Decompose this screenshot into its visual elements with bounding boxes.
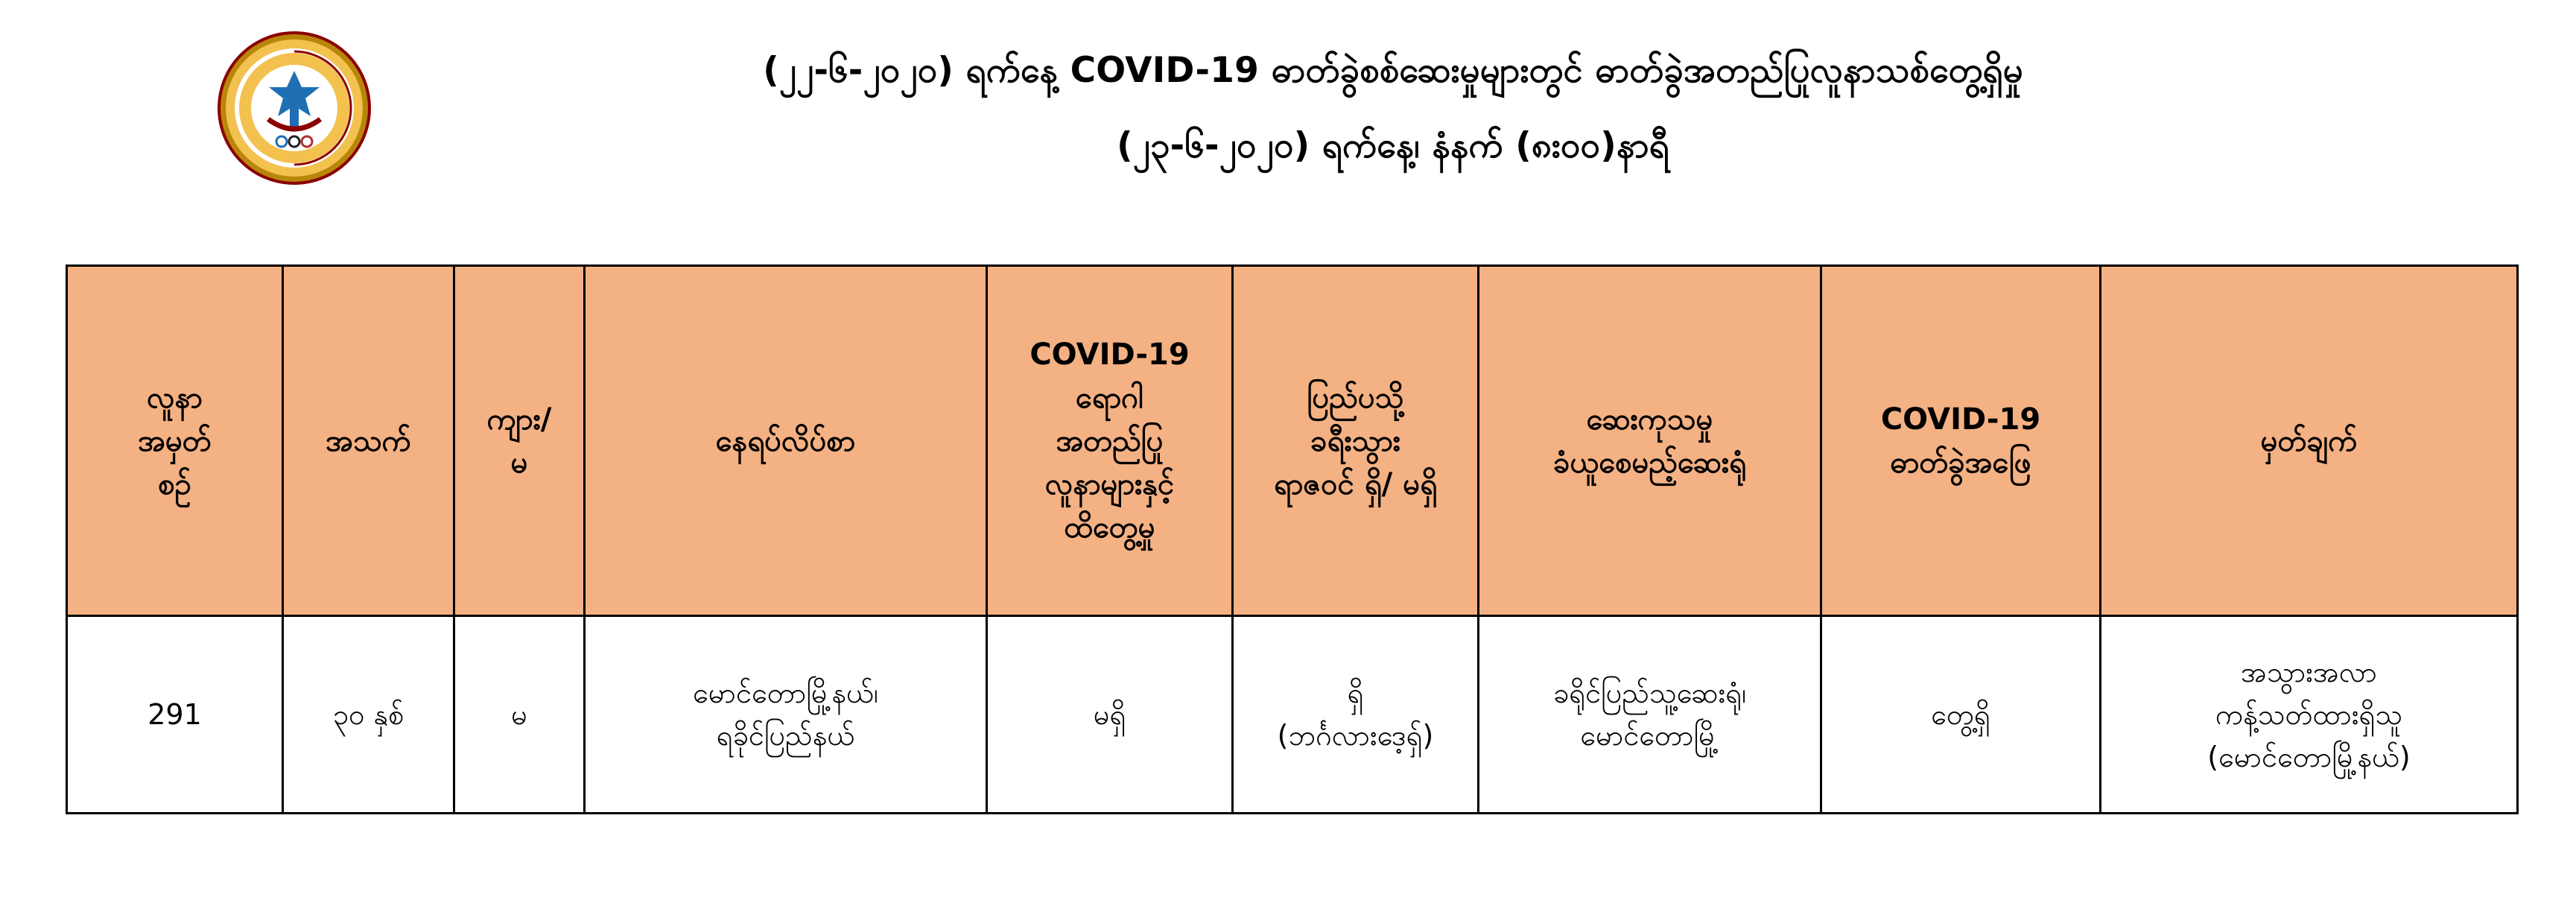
ministry-emblem-icon (216, 30, 372, 186)
cell-address (585, 616, 987, 814)
header-text: ပြည်ပသို့ (1307, 380, 1404, 415)
column-header-hospital (1479, 266, 1821, 616)
cell-text: (မောင်တောမြို့နယ်) (2207, 740, 2411, 773)
header-text: အတည်ပြု (1056, 423, 1164, 458)
header-text: ရောဂါ (1076, 380, 1143, 415)
header-text: လူနာများနှင့် (1044, 466, 1175, 501)
header-text: ရာဇဝင် ရှိ/ မရှိ (1273, 466, 1438, 501)
header-text: မှတ်ချက် (2260, 423, 2358, 458)
table-header-row (67, 266, 2518, 616)
header-text: COVID-19 (1880, 402, 2041, 437)
cell-patient-number: 291 (67, 616, 283, 814)
title-line-2: (၂၃-၆-၂၀၂၀) ရက်နေ့၊ နံနက် (၈း၀၀)နာရီ (1117, 124, 1669, 166)
cell-text: ရခိုင်ပြည်နယ် (716, 719, 855, 752)
header-text: ခရီးသွား (1310, 423, 1400, 458)
cell-text: အသွားအလာ (2240, 655, 2378, 688)
cell-contact-with-confirmed-cases (987, 616, 1233, 814)
column-header-age (283, 266, 454, 616)
patients-table (66, 264, 2519, 814)
column-header-address (585, 266, 987, 616)
column-header-gender (454, 266, 585, 616)
header-text: ကျား/ (486, 402, 552, 437)
cell-text: ကန့်သတ်ထားရှိသူ (2215, 697, 2403, 731)
header-text: ဓာတ်ခွဲအဖြေ (1890, 445, 2031, 480)
cell-age: ၃၀ နှစ် (283, 616, 454, 814)
cell-text: မရှိ (1093, 697, 1126, 731)
header-text: လူနာ (147, 380, 203, 415)
page-title (387, 45, 2399, 172)
cell-text: တွေ့ရှိ (1931, 697, 1990, 731)
header-text: စဉ် (158, 466, 191, 501)
column-header-contact-with-confirmed-cases (987, 266, 1233, 616)
header-text: အမှတ် (138, 423, 212, 458)
cell-text: (ဘင်္ဂလားဒေ့ရှ်) (1277, 719, 1434, 752)
header-text: နေရပ်လိပ်စာ (715, 423, 856, 458)
cell-text: ရှိ (1347, 677, 1364, 709)
header-text: ဆေးကုသမှု (1586, 402, 1713, 437)
cell-text: မောင်တောမြို့ (1580, 719, 1719, 752)
header-text: မ (510, 445, 528, 480)
column-header-travel-history (1233, 266, 1479, 616)
cell-travel-history (1233, 616, 1479, 814)
table-row (67, 616, 2518, 814)
header-text: ထိတွေ့မှု (1064, 510, 1155, 545)
cell-gender: မ (454, 616, 585, 814)
header-text: COVID-19 (1030, 337, 1190, 372)
document-header (0, 0, 2576, 246)
header-text: ခံယူစေမည့်ဆေးရုံ (1552, 445, 1747, 480)
patients-table-container (66, 264, 2516, 814)
cell-remark (2101, 616, 2518, 814)
column-header-patient-number (67, 266, 283, 616)
column-header-remark (2101, 266, 2518, 616)
cell-text: မောင်တောမြို့နယ်၊ (693, 677, 878, 709)
cell-text: ခရိုင်ပြည်သူ့ဆေးရုံ၊ (1552, 677, 1747, 709)
header-text: အသက် (326, 423, 411, 458)
title-line-1: (၂၂-၆-၂၀၂၀) ရက်နေ့ COVID-19 ဓာတ်ခွဲစစ်ဆေးမှုများတွင် ဓာတ်ခွဲအတည်ပြုလူနာသစ်တွေ့ရှိမှု (763, 50, 2023, 91)
column-header-lab-result (1821, 266, 2101, 616)
cell-lab-result (1821, 616, 2101, 814)
cell-hospital (1479, 616, 1821, 814)
